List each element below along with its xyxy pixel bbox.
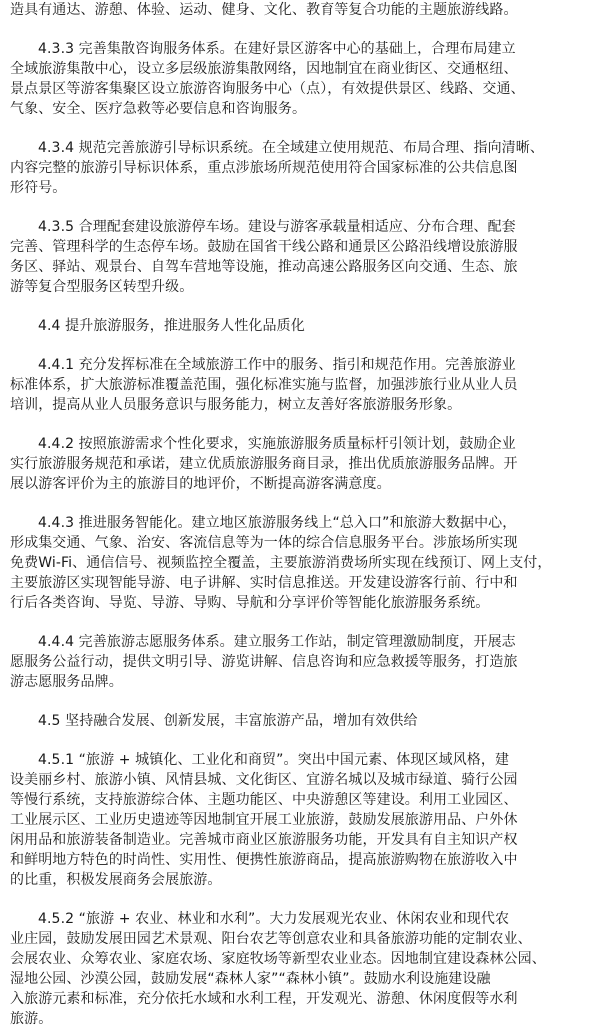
paragraph-line: 业庄园，鼓励发展田园艺术景观、阳台农艺等创意农业和具备旅游功能的定制农业、 — [10, 931, 532, 947]
paragraph-line: 标准体系，扩大旅游标准覆盖范围，强化标准实施与监督，加强涉旅行业从业人员 — [10, 377, 518, 393]
paragraph-line: 气象、安全、医疗急救等必要信息和咨询服务。 — [10, 101, 307, 117]
paragraph-line: 愿服务公益行动，提供文明引导、游览讲解、信息咨询和应急救援等服务，打造旅 — [10, 654, 518, 670]
paragraph — [10, 434, 590, 494]
paragraph-line: 培训，提高从业人员服务意识与服务能力，树立友善好客旅游服务形象。 — [10, 397, 462, 413]
paragraph-line: 实行旅游服务规范和承诺，建立优质旅游服务商目录，推出优质旅游服务品牌。开 — [10, 456, 518, 472]
paragraph — [10, 138, 590, 198]
paragraph-line: 造具有通达、游憩、体验、运动、健身、文化、教育等复合功能的主题旅游线路。 — [10, 2, 518, 18]
paragraph-line: 4.4.3 推进服务智能化。建立地区旅游服务线上“总入口”和旅游大数据中心， — [38, 515, 517, 531]
paragraph-line: 设美丽乡村、旅游小镇、风情县城、文化街区、宜游名城以及城市绿道、骑行公园 — [10, 772, 518, 788]
paragraph-line: 闲用品和旅游装备制造业。完善城市商业区旅游服务功能，开发具有自主知识产权 — [10, 832, 518, 848]
paragraph-line: 会展农业、众筹农业、家庭农场、家庭牧场等新型农业业态。因地制宜建设森林公园、 — [10, 951, 546, 967]
paragraph-line: 形符号。 — [10, 180, 67, 196]
paragraph-line: 4.5.1 “旅游 + 城镇化、工业化和商贸”。突出中国元素、体现区域风格，建 — [38, 752, 510, 768]
paragraph — [10, 0, 590, 20]
paragraph — [10, 355, 590, 415]
paragraph-line: 入旅游元素和标准，充分依托水域和水利工程，开发观光、游憩、休闲度假等水利 — [10, 991, 518, 1007]
paragraph — [10, 632, 590, 692]
paragraph-line: 完善、管理科学的生态停车场。鼓励在国省干线公路和通景区公路沿线增设旅游服 — [10, 239, 518, 255]
paragraph-line: 工业展示区、工业历史遗迹等因地制宜开展工业旅游，鼓励发展旅游用品、户外休 — [10, 812, 518, 828]
paragraph — [10, 750, 590, 890]
paragraph-line: 和鲜明地方特色的时尚性、实用性、便携性旅游商品，提高旅游购物在旅游收入中 — [10, 852, 518, 868]
paragraph — [10, 39, 590, 119]
paragraph-line: 游等复合型服务区转型升级。 — [10, 279, 194, 295]
paragraph-line: 行后各类咨询、导览、导游、导购、导航和分享评价等智能化旅游服务系统。 — [10, 595, 490, 611]
paragraph-line: 4.4.4 完善旅游志愿服务体系。建立服务工作站，制定管理激励制度，开展志 — [38, 634, 516, 650]
paragraph-line: 4.3.3 完善集散咨询服务体系。在建好景区游客中心的基础上，合理布局建立 — [38, 41, 516, 57]
section-heading — [10, 316, 590, 336]
paragraph-line: 全域旅游集散中心，设立多层级旅游集散网络，因地制宜在商业街区、交通枢纽、 — [10, 61, 518, 77]
paragraph-line: 内容完整的旅游引导标识体系，重点涉旅场所规范使用符合国家标准的公共信息图 — [10, 160, 518, 176]
paragraph — [10, 217, 590, 297]
paragraph-line: 景点景区等游客集聚区设立旅游咨询服务中心（点），有效提供景区、线路、交通、 — [10, 81, 525, 97]
paragraph-line: 4.5.2 “旅游 + 农业、林业和水利”。大力发展观光农业、休闲农业和现代农 — [38, 911, 510, 927]
heading-text: 4.4 提升旅游服务，推进服务人性化品质化 — [38, 318, 305, 334]
paragraph-line: 4.4.1 充分发挥标准在全域旅游工作中的服务、指引和规范作用。完善旅游业 — [38, 357, 516, 373]
heading-text: 4.5 坚持融合发展、创新发展，丰富旅游产品，增加有效供给 — [38, 713, 418, 729]
paragraph-line: 湿地公园、沙漠公园，鼓励发展“森林人家”“森林小镇”。鼓励水利设施建设融 — [10, 971, 491, 987]
paragraph-line: 的比重，积极发展商务会展旅游。 — [10, 872, 222, 888]
paragraph-line: 务区、驿站、观景台、自驾车营地等设施，推动高速公路服务区向交通、生态、旅 — [10, 259, 518, 275]
paragraph-line: 旅游。 — [10, 1011, 53, 1027]
paragraph-line: 等慢行系统，支持旅游综合体、主题功能区、中央游憩区等建设。利用工业园区、 — [10, 792, 518, 808]
document-body — [10, 0, 590, 1029]
paragraph-line: 主要旅游区实现智能导游、电子讲解、实时信息推送。开发建设游客行前、行中和 — [10, 575, 518, 591]
paragraph-line: 游志愿服务品牌。 — [10, 674, 123, 690]
paragraph-line: 4.3.4 规范完善旅游引导标识系统。在全域建立使用规范、布局合理、指向清晰、 — [38, 140, 544, 156]
paragraph-line: 免费Wi-Fi、通信信号、视频监控全覆盖，主要旅游消费场所实现在线预订、网上支付， — [10, 555, 552, 571]
paragraph-line: 4.3.5 合理配套建设旅游停车场。建设与游客承载量相适应、分布合理、配套 — [38, 219, 516, 235]
paragraph — [10, 513, 590, 613]
paragraph-line: 展以游客评价为主的旅游目的地评价，不断提高游客满意度。 — [10, 476, 391, 492]
paragraph-line: 形成集交通、气象、治安、客流信息等为一体的综合信息服务平台。涉旅场所实现 — [10, 535, 518, 551]
section-heading — [10, 711, 590, 731]
paragraph — [10, 909, 590, 1029]
paragraph-line: 4.4.2 按照旅游需求个性化要求，实施旅游服务质量标杆引领计划，鼓励企业 — [38, 436, 516, 452]
